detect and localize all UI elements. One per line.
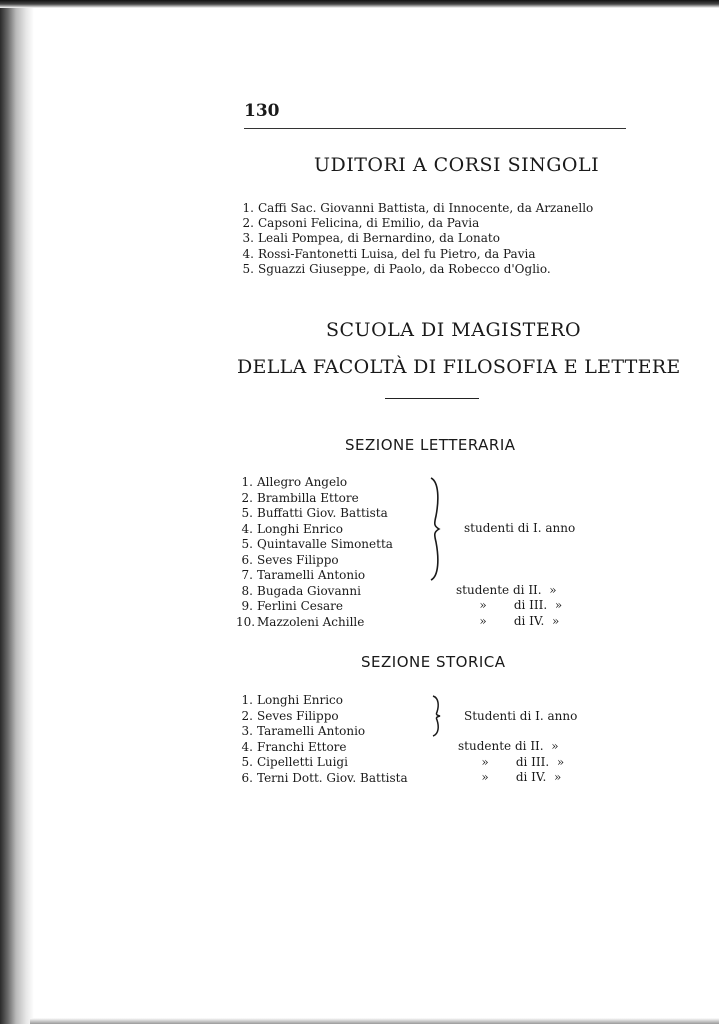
brace-storica [430, 694, 444, 738]
list-item: 10. Mazzoleni Achille [236, 614, 365, 629]
scan-bottom-edge [30, 1018, 719, 1024]
brace-letteraria [428, 476, 444, 582]
uditori-list [237, 201, 593, 277]
list-item: 4. Franchi Ettore [241, 739, 347, 754]
letteraria-note-row: » di III. » [479, 598, 563, 612]
header-rule [244, 128, 626, 129]
sezione-letteraria-heading: SEZIONE LETTERARIA [345, 436, 516, 454]
list-item: 7. Taramelli Antonio [241, 568, 366, 582]
scuola-title-line2: DELLA FACOLTÀ DI FILOSOFIA E LETTERE [237, 356, 681, 378]
list-item: 8. Bugada Giovanni [241, 583, 361, 598]
letteraria-note-row: » di IV. » [479, 614, 560, 628]
letteraria-list [236, 475, 393, 630]
list-item: 9. Ferlini Cesare [241, 599, 343, 613]
sezione-storica-heading: SEZIONE STORICA [361, 653, 506, 671]
list-item: 2. Brambilla Ettore [241, 490, 359, 505]
letteraria-group-note: studenti di I. anno [464, 521, 576, 535]
list-item: 4. Rossi-Fantonetti Luisa, del fu Pietro, da Pavia [242, 246, 536, 261]
list-item: 3. Leali Pompea, di Bernardino, da Lonato [242, 231, 500, 246]
storica-list [236, 693, 408, 786]
scan-binding-edge [0, 0, 34, 1024]
scuola-title-line1: SCUOLA DI MAGISTERO [326, 319, 582, 341]
storica-note-row: studente di II. » [458, 739, 559, 753]
list-item: 6. Terni Dott. Giov. Battista [241, 770, 408, 785]
list-item: 5. Cipelletti Luigi [241, 755, 348, 769]
list-item: 5. Buffatti Giov. Battista [241, 506, 388, 520]
list-item: 5. Sguazzi Giuseppe, di Paolo, da Robecco d'Oglio. [242, 261, 551, 276]
decorative-rule [385, 398, 479, 399]
page-number: 130 [244, 101, 280, 121]
list-item: 3. Taramelli Antonio [241, 724, 366, 738]
uditori-title: UDITORI A CORSI SINGOLI [314, 154, 600, 176]
list-item: 1. Longhi Enrico [241, 693, 343, 707]
scan-top-edge [0, 0, 719, 8]
letteraria-note-row: studente di II. » [456, 583, 557, 597]
list-item: 1. Caffi Sac. Giovanni Battista, di Innocente, da Arzanello [242, 201, 594, 215]
list-item: 5. Quintavalle Simonetta [241, 537, 393, 551]
storica-group-note: Studenti di I. anno [464, 709, 578, 723]
list-item: 6. Seves Filippo [241, 552, 339, 567]
list-item: 1. Allegro Angelo [241, 475, 348, 489]
list-item: 2. Capsoni Felicina, di Emilio, da Pavia [242, 216, 480, 231]
list-item: 2. Seves Filippo [241, 708, 339, 723]
storica-note-row: » di IV. » [481, 770, 562, 784]
storica-note-row: » di III. » [481, 755, 565, 769]
list-item: 4. Longhi Enrico [241, 521, 343, 536]
